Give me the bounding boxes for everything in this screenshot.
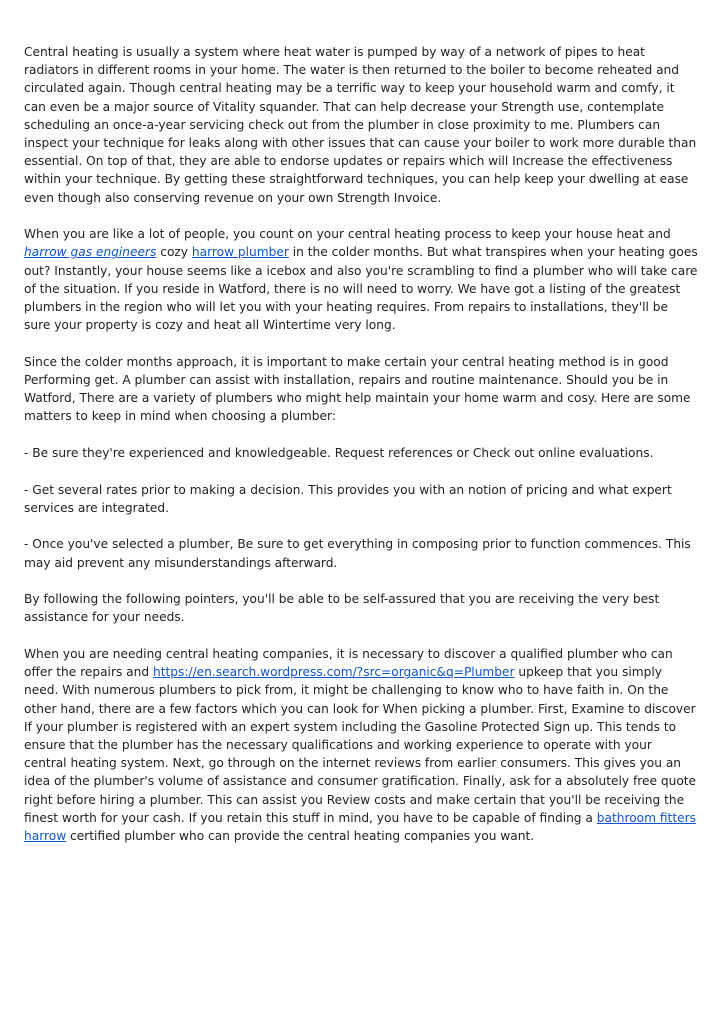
list-item-in-writing — [24, 535, 698, 571]
link-bathroom-fitters-harrow[interactable]: bathroom fitters harrow — [24, 810, 696, 844]
link-wordpress-search[interactable]: https://en.search.wordpress.com/?src=organic&q=Plumber — [152, 665, 515, 680]
paragraph-text: upkeep that you simply need. With numerous plumbers to pick from, it might be challenging to know who to have faith in. On the other hand, there are a few factors which you can look for When picking a plumber. First, Examine to discover If your plumber is registered with an expert system including the Gasoline Protected Sign up. This tends to ensure that the plumber has the necessary qualifications and working experience to operate with your central heating system. Next, go through on the internet reviews from earlier consumers. This gives you an idea of the plumber's volume of assistance and consumer gratification. Finally, ask for a absolutely free quote right before hiring a plumber. This can assist you Review costs and make certain that you'll be receiving the finest worth for your cash. If you retain this stuff in mind, you have to be capable of finding a — [24, 665, 697, 825]
list-item-rates — [24, 481, 698, 517]
link-harrow-gas-engineers[interactable]: harrow gas engineers — [24, 245, 157, 260]
paragraph-text: - Be sure they're experienced and knowledgeable. Request references or Check out online evaluations. — [24, 446, 654, 461]
paragraph-text: - Once you've selected a plumber, Be sure to get everything in composing prior to function commences. This may aid prevent any misunderstandings afterward. — [24, 537, 691, 570]
paragraph-text: - Get several rates prior to making a decision. This provides you with an notion of pricing and what expert services are integrated. — [24, 482, 672, 515]
paragraph-colder-months — [24, 353, 698, 426]
paragraph-text: Since the colder months approach, it is important to make certain your central heating method is in good Performing get. A plumber can assist with installation, repairs and routine maintenance. Should you be in Watford, There are a variety of plumbers who might help maintain your home warm and cosy. Here are some matters to keep in mind when choosing a plumber: — [24, 354, 691, 424]
paragraph-text: Central heating is usually a system where heat water is pumped by way of a network of pipes to heat radiators in different rooms in your home. The water is then returned to the boiler to become reheated and circulated again. Though central heating may be a terrific way to keep your household warm and comfy, it can even be a major source of Vitality squander. That can help decrease your Strength use, contemplate scheduling an once-a-year servicing check out from the plumber in close proximity to me. Plumbers can inspect your technique for leaks along with other issues that can cause your boiler to work more durable than essential. On top of that, they are able to endorse updates or repairs which will Increase the effectiveness within your technique. By getting these straightforward techniques, you can help keep your dwelling at ease even though also conserving revenue on your own Strength Invoice. — [24, 45, 697, 205]
paragraph-pointers — [24, 590, 698, 626]
link-harrow-plumber[interactable]: harrow plumber — [191, 245, 289, 260]
paragraph-text: When you are needing central heating companies, it is necessary to discover a qualified plumber who can offer the repairs and — [24, 647, 673, 680]
paragraph-text: certified plumber who can provide the central heating companies you want. — [66, 829, 535, 844]
list-item-experienced — [24, 444, 698, 462]
paragraph-central-heating-intro — [24, 43, 698, 207]
paragraph-text: cozy — [156, 245, 192, 260]
paragraph-text: in the colder months. But what transpires when your heating goes out? Instantly, your house seems like a icebox and also you're scrambling to find a plumber who will take care of the situation. If you reside in Watford, there is no will need to worry. We have got a listing of the greatest plumbers in the region who will let you with your heating requires. From repairs to installations, they'll be sure your property is cozy and heat all Wintertime very long. — [24, 245, 698, 333]
paragraph-text: By following the following pointers, you'll be able to be self-assured that you are receiving the very best assistance for your needs. — [24, 592, 660, 625]
paragraph-finding-plumber — [24, 645, 698, 845]
paragraph-watford-heating — [24, 225, 698, 334]
paragraph-text: When you are like a lot of people, you count on your central heating process to keep your house heat and — [24, 227, 671, 242]
